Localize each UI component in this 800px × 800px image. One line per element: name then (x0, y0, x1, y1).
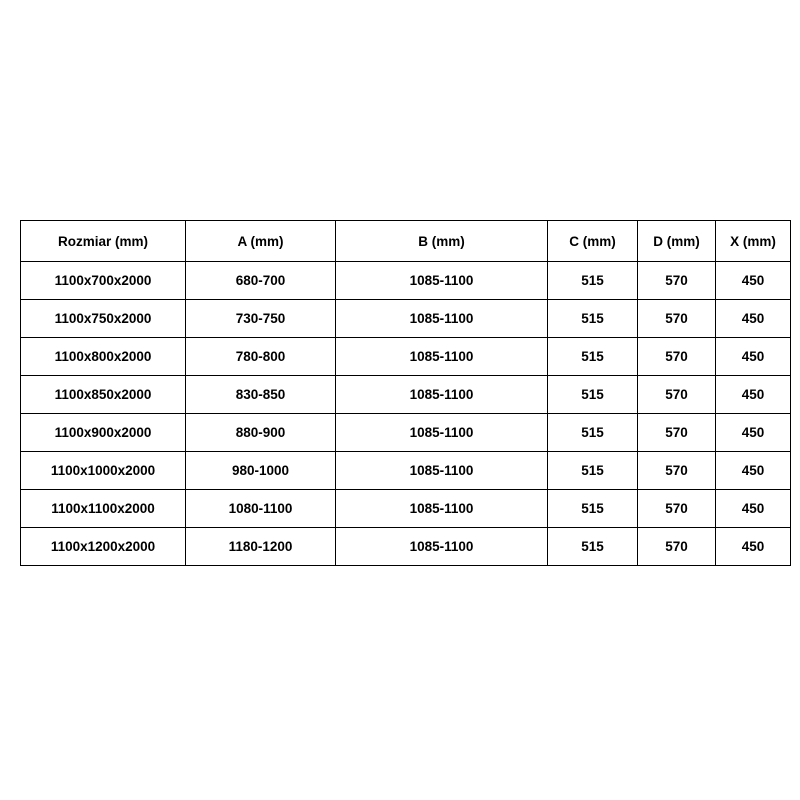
cell-b: 1085-1100 (336, 376, 548, 414)
column-header-x: X (mm) (716, 221, 791, 262)
cell-b: 1085-1100 (336, 262, 548, 300)
cell-b: 1085-1100 (336, 452, 548, 490)
cell-rozmiar: 1100x1000x2000 (21, 452, 186, 490)
cell-c: 515 (548, 528, 638, 566)
column-header-rozmiar: Rozmiar (mm) (21, 221, 186, 262)
cell-b: 1085-1100 (336, 300, 548, 338)
cell-x: 450 (716, 528, 791, 566)
cell-a: 730-750 (186, 300, 336, 338)
cell-x: 450 (716, 338, 791, 376)
cell-x: 450 (716, 376, 791, 414)
column-header-b: B (mm) (336, 221, 548, 262)
cell-b: 1085-1100 (336, 490, 548, 528)
cell-a: 1180-1200 (186, 528, 336, 566)
cell-rozmiar: 1100x1200x2000 (21, 528, 186, 566)
table-row (21, 262, 791, 300)
cell-c: 515 (548, 490, 638, 528)
cell-d: 570 (638, 452, 716, 490)
cell-a: 880-900 (186, 414, 336, 452)
cell-x: 450 (716, 490, 791, 528)
cell-d: 570 (638, 528, 716, 566)
column-header-c: C (mm) (548, 221, 638, 262)
cell-c: 515 (548, 414, 638, 452)
cell-d: 570 (638, 490, 716, 528)
cell-c: 515 (548, 376, 638, 414)
cell-b: 1085-1100 (336, 338, 548, 376)
table-header-row (21, 221, 791, 262)
cell-a: 680-700 (186, 262, 336, 300)
table-row (21, 414, 791, 452)
cell-d: 570 (638, 338, 716, 376)
cell-c: 515 (548, 452, 638, 490)
cell-rozmiar: 1100x900x2000 (21, 414, 186, 452)
cell-rozmiar: 1100x700x2000 (21, 262, 186, 300)
cell-d: 570 (638, 262, 716, 300)
cell-x: 450 (716, 262, 791, 300)
cell-c: 515 (548, 338, 638, 376)
cell-rozmiar: 1100x850x2000 (21, 376, 186, 414)
cell-x: 450 (716, 414, 791, 452)
column-header-a: A (mm) (186, 221, 336, 262)
cell-d: 570 (638, 300, 716, 338)
cell-a: 980-1000 (186, 452, 336, 490)
size-table (20, 220, 791, 566)
cell-x: 450 (716, 452, 791, 490)
cell-b: 1085-1100 (336, 528, 548, 566)
cell-a: 830-850 (186, 376, 336, 414)
cell-rozmiar: 1100x800x2000 (21, 338, 186, 376)
table-row (21, 490, 791, 528)
table-row (21, 528, 791, 566)
cell-b: 1085-1100 (336, 414, 548, 452)
cell-d: 570 (638, 376, 716, 414)
cell-d: 570 (638, 414, 716, 452)
cell-a: 1080-1100 (186, 490, 336, 528)
table-row (21, 300, 791, 338)
cell-rozmiar: 1100x750x2000 (21, 300, 186, 338)
cell-a: 780-800 (186, 338, 336, 376)
table-row (21, 376, 791, 414)
table-row (21, 338, 791, 376)
cell-c: 515 (548, 300, 638, 338)
cell-x: 450 (716, 300, 791, 338)
size-table-container (20, 220, 780, 566)
cell-c: 515 (548, 262, 638, 300)
cell-rozmiar: 1100x1100x2000 (21, 490, 186, 528)
table-row (21, 452, 791, 490)
column-header-d: D (mm) (638, 221, 716, 262)
